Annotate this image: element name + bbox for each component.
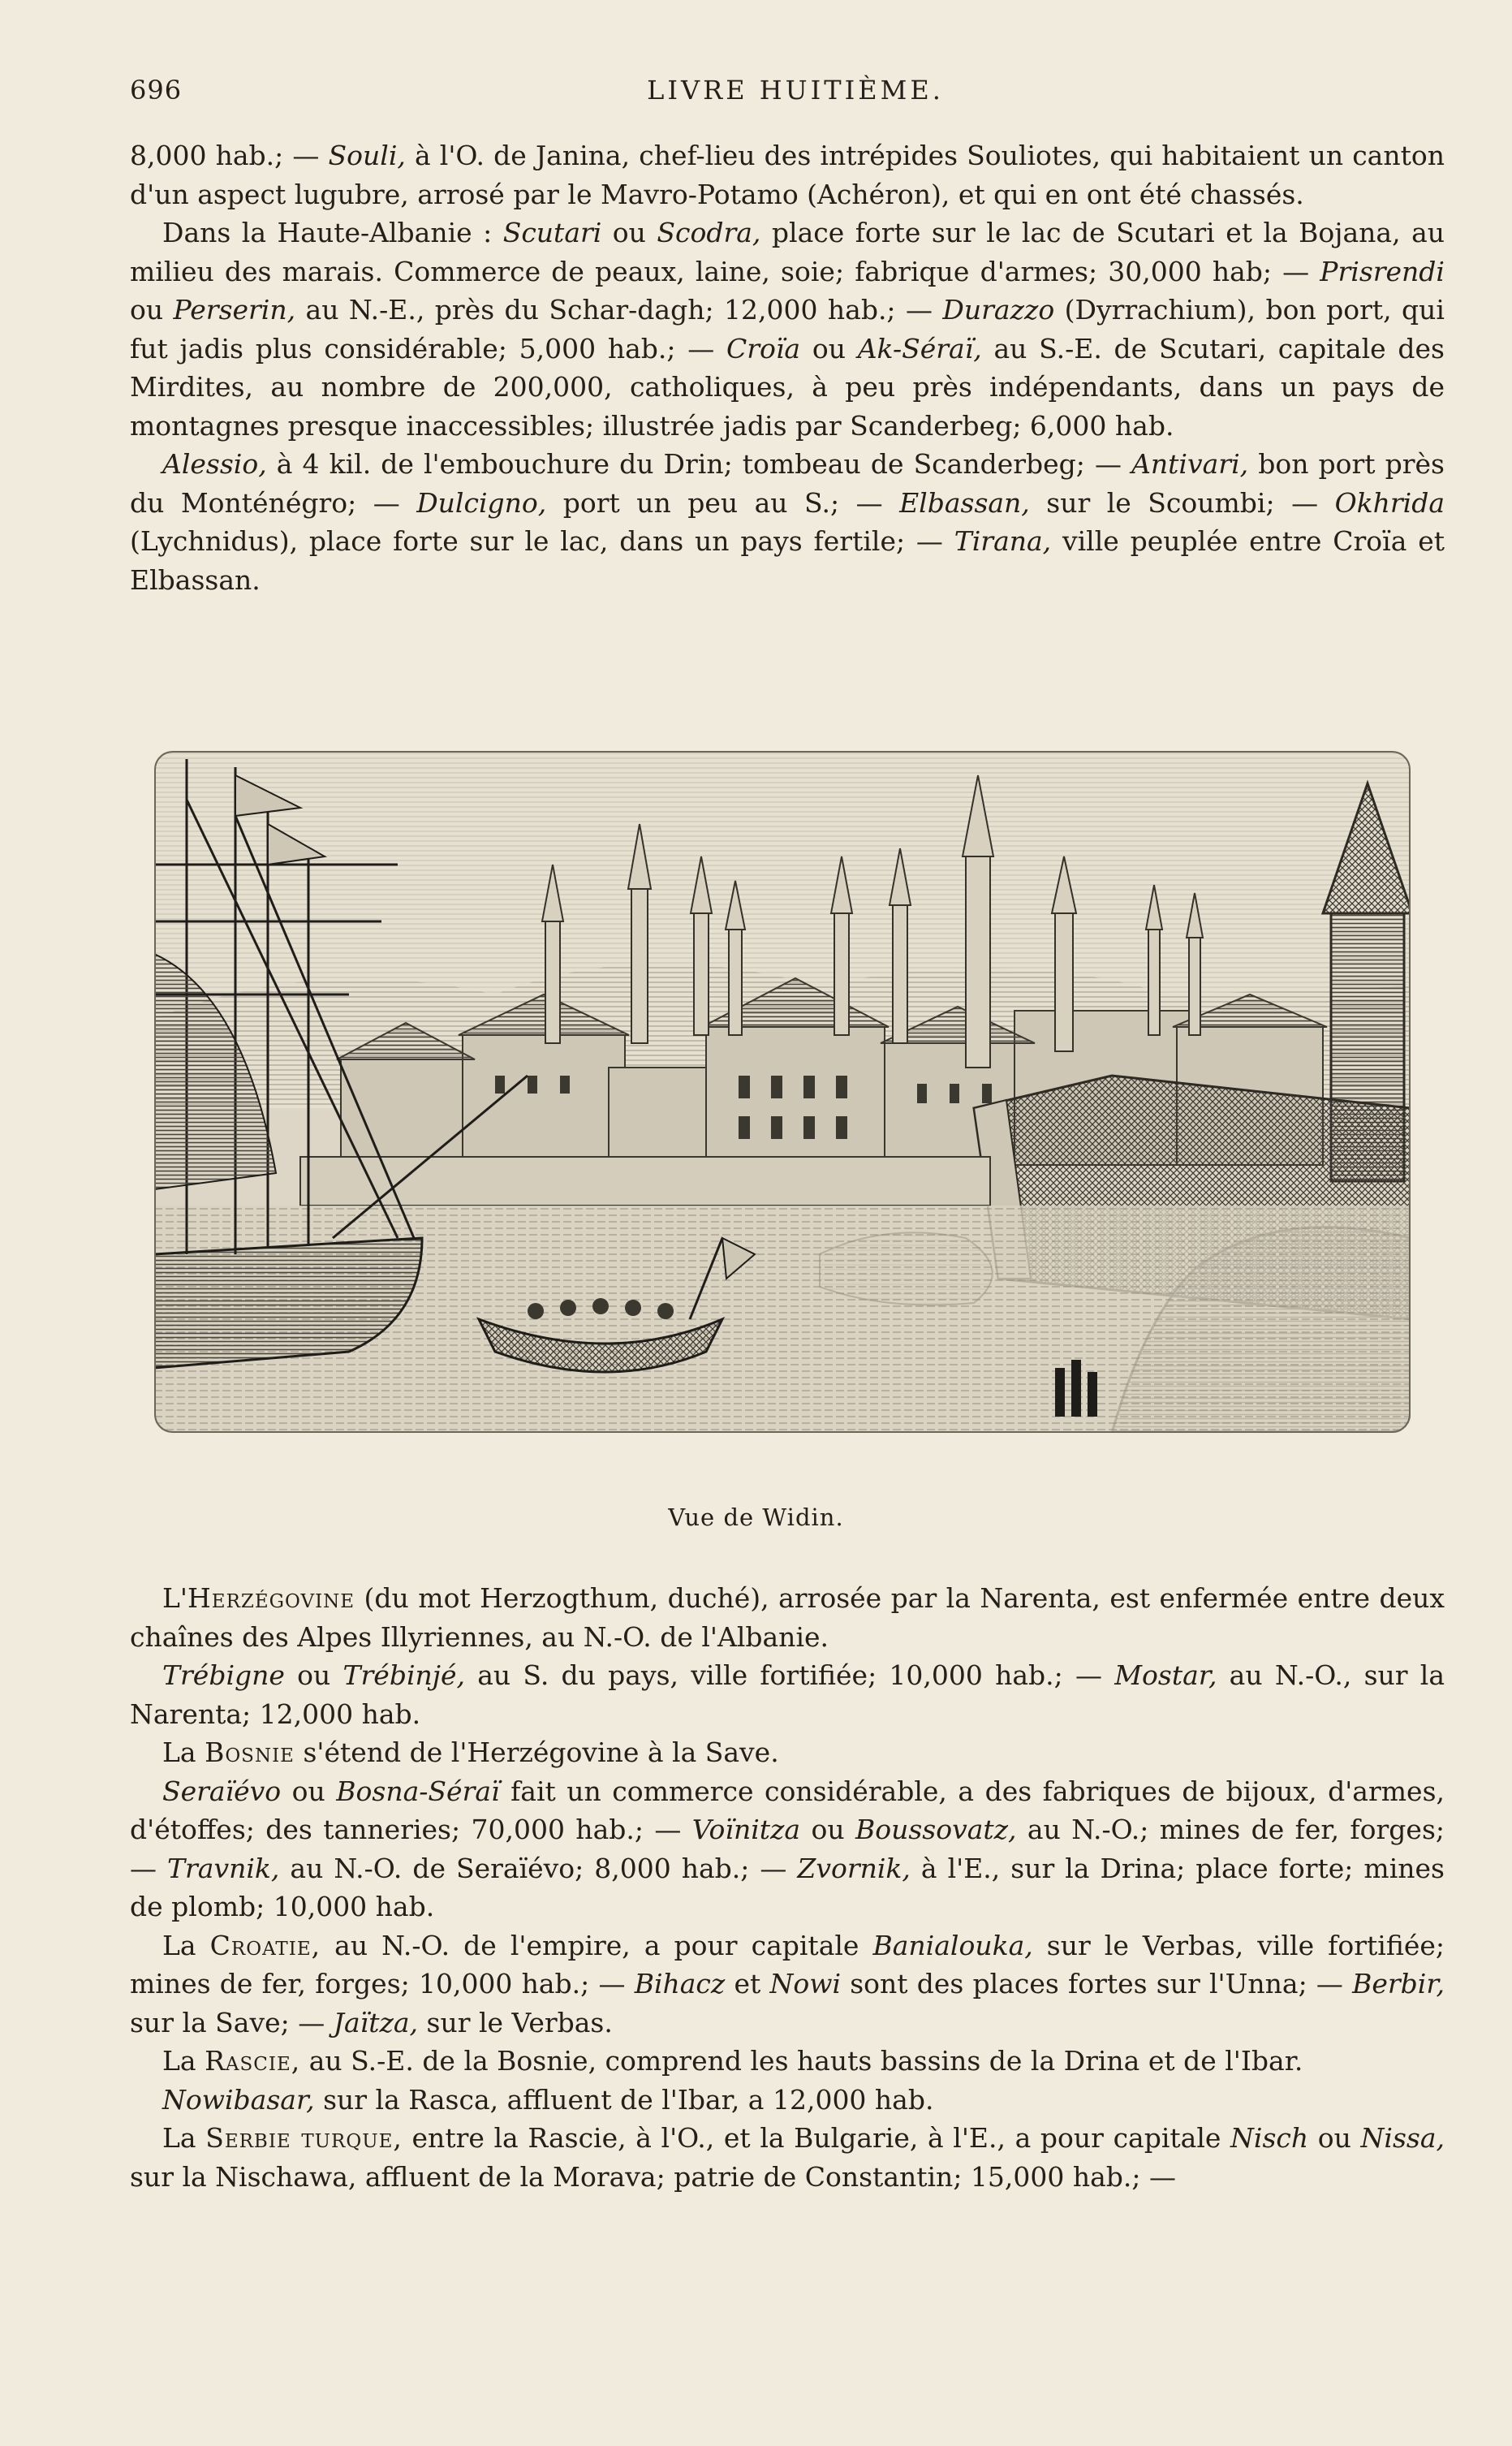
text-block-bottom xyxy=(130,1579,1445,2196)
paragraph: La Croatie, au N.-O. de l'empire, a pour capitale Banialouka, sur le Verbas, ville fortifiée; mines de fer, forges; 10,000 hab.; — Bihacz et Nowi sont des places fortes sur l'Unna; — Berbir, sur la Save; — Jaïtza, sur le Verbas. xyxy=(130,1929,1445,2038)
paragraph: Seraïévo ou Bosna-Séraï fait un commerce considérable, a des fabriques de bijoux, d'armes, d'étoffes; des tanneries; 70,000 hab.; — Voïnitza ou Boussovatz, au N.-O.; mines de fer, forges; — Travnik, au N.-O. de Seraïévo; 8,000 hab.; — Zvornik, à l'E., sur la Drina; place forte; mines de plomb; 10,000 hab. xyxy=(130,1775,1445,1922)
paragraph: La Rascie, au S.-E. de la Bosnie, comprend les hauts bassins de la Drina et de l'Ibar. xyxy=(162,2045,1303,2077)
paragraph: Trébigne ou Trébinjé, au S. du pays, ville fortifiée; 10,000 hab.; — Mostar, au N.-O., sur la Narenta; 12,000 hab. xyxy=(130,1659,1445,1730)
figure-caption: Vue de Widin. xyxy=(668,1503,844,1531)
paragraph: L'Herzégovine (du mot Herzogthum, duché), arrosée par la Narenta, est enfermée entre deux chaînes des Alpes Illyriennes, au N.-O. de l'Albanie. xyxy=(130,1582,1445,1653)
paragraph: La Bosnie s'étend de l'Herzégovine à la Save. xyxy=(162,1736,779,1768)
paragraph: Dans la Haute-Albanie : Scutari ou Scodra, place forte sur le lac de Scutari et la Bojana, au milieu des marais. Commerce de peaux, laine, soie; fabrique d'armes; 30,000 hab; — Prisrendi ou Perserin, au N.-E., près du Schar-dagh; 12,000 hab.; — Durazzo (Dyrrachium), bon port, qui fut jadis plus considérable; 5,000 hab.; — Croïa ou Ak-Séraï, au S.-E. de Scutari, capitale des Mirdites, au nombre de 200,000, catholiques, à peu près indépendants, dans un pays de montagnes presque inaccessibles; illustrée jadis par Scanderbeg; 6,000 hab. xyxy=(130,217,1445,442)
engraving-illustration xyxy=(154,751,1411,1433)
page-header xyxy=(130,75,1512,115)
text-block-top xyxy=(130,136,1445,599)
running-head: LIVRE HUITIÈME. xyxy=(647,75,944,106)
paragraph: 8,000 hab.; — Souli, à l'O. de Janina, chef-lieu des intrépides Souliotes, qui habitaient un canton d'un aspect lugubre, arrosé par le Mavro-Potamo (Achéron), et qui en ont été chassés. xyxy=(130,140,1445,210)
engraving-view-of-widin xyxy=(154,751,1411,1433)
page-number: 696 xyxy=(130,75,183,106)
paragraph: Nowibasar, sur la Rasca, affluent de l'Ibar, a 12,000 hab. xyxy=(162,2083,934,2116)
paragraph: Alessio, à 4 kil. de l'embouchure du Drin; tombeau de Scanderbeg; — Antivari, bon port près du Monténégro; — Dulcigno, port un peu au S.; — Elbassan, sur le Scoumbi; — Okhrida (Lychnidus), place forte sur le lac, dans un pays fertile; — Tirana, ville peuplée entre Croïa et Elbassan. xyxy=(130,448,1445,596)
paragraph: La Serbie turque, entre la Rascie, à l'O., et la Bulgarie, à l'E., a pour capitale Nisch ou Nissa, sur la Nischawa, affluent de la Morava; patrie de Constantin; 15,000 hab.; — xyxy=(130,2122,1445,2193)
